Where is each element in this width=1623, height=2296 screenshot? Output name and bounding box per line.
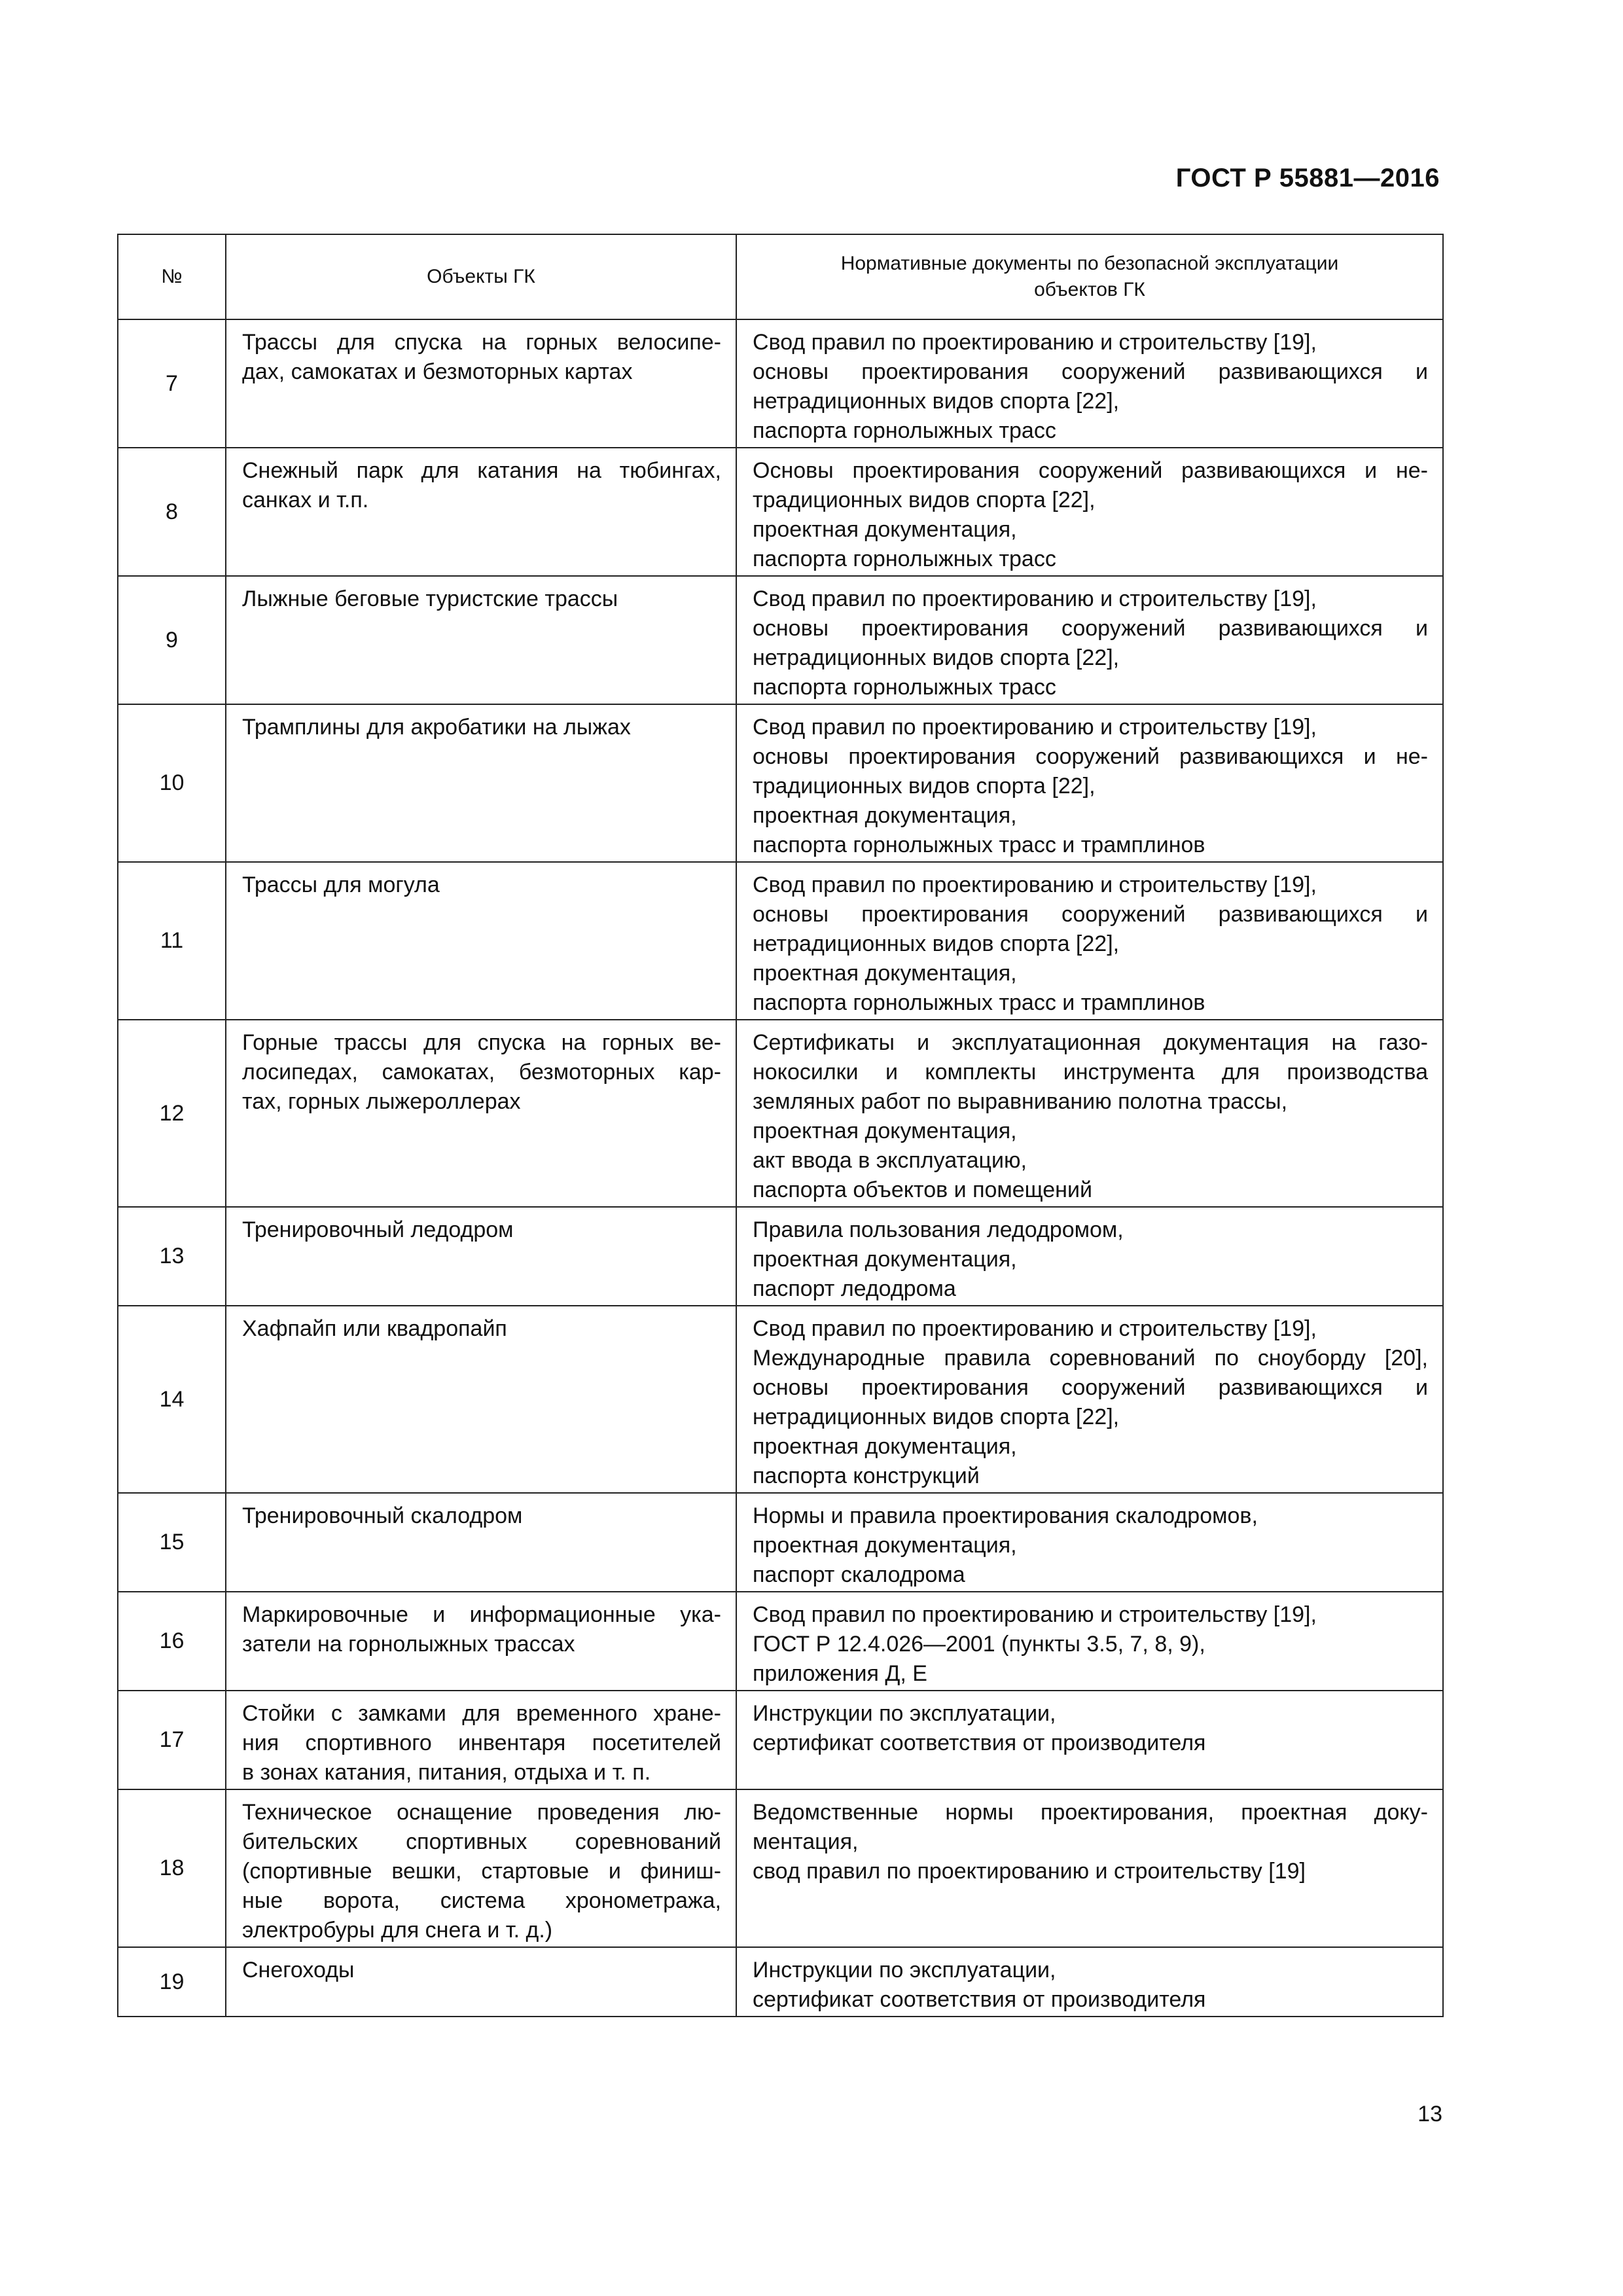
document-line: нетрадиционных видов спорта [22], [753,389,1120,414]
document-line: основы проектирования сооружений развивающихся и [753,1375,1428,1400]
row-number: 18 [118,1789,226,1947]
object-line: затели на горнолыжных трассах [242,1632,575,1657]
object-cell [226,319,736,448]
document-line: проектная документация, [753,1434,1017,1459]
row-number: 19 [118,1947,226,2017]
object-cell [226,1592,736,1691]
row-number: 11 [118,862,226,1020]
document-line: Нормы и правила проектирования скалодромов, [753,1503,1258,1528]
document-line: паспорта горнолыжных трасс и трамплинов [753,990,1205,1015]
row-number: 12 [118,1020,226,1207]
document-line: паспорт ледодрома [753,1276,956,1301]
table-row [118,1020,1443,1207]
document-line: основы проектирования сооружений развивающихся и [753,359,1428,384]
column-header-documents-line: объектов ГК [1034,279,1145,300]
object-cell [226,1020,736,1207]
document-line: ГОСТ Р 12.4.026—2001 (пункты 3.5, 7, 8, 9), [753,1632,1205,1657]
table-row [118,319,1443,448]
document-line: Свод правил по проектированию и строительству [19], [753,715,1317,740]
table-row [118,576,1443,704]
object-line: лосипедах, самокатах, безмоторных кар- [242,1060,721,1085]
documents-cell [736,576,1443,704]
document-line: приложения Д, Е [753,1661,927,1686]
document-line: Правила пользования ледодромом, [753,1217,1124,1242]
document-line: Свод правил по проектированию и строительству [19], [753,586,1317,611]
document-line: проектная документация, [753,1533,1017,1558]
table-row [118,704,1443,862]
object-line: Стойки с замками для временного хране- [242,1701,721,1726]
object-line: электробуры для снега и т. д.) [242,1918,553,1943]
document-line: паспорта горнолыжных трасс и трамплинов [753,833,1205,857]
object-cell [226,1789,736,1947]
document-line: проектная документация, [753,517,1017,542]
object-line: Трамплины для акробатики на лыжах [242,715,631,740]
object-line: дах, самокатах и безмоторных картах [242,359,633,384]
object-cell [226,704,736,862]
document-line: основы проектирования сооружений развивающихся и [753,616,1428,641]
document-line: проектная документация, [753,1119,1017,1143]
document-line: паспорта горнолыжных трасс [753,418,1056,443]
object-line: Снегоходы [242,1958,355,1982]
document-line: Сертификаты и эксплуатационная документация на газо- [753,1030,1428,1055]
object-cell [226,1947,736,2017]
object-cell [226,1207,736,1306]
documents-cell [736,1947,1443,2017]
document-line: Ведомственные нормы проектирования, проектная доку- [753,1800,1428,1825]
row-number: 16 [118,1592,226,1691]
document-line: сертификат соответствия от производителя [753,1731,1206,1755]
document-line: нетрадиционных видов спорта [22], [753,931,1120,956]
document-line: проектная документация, [753,961,1017,986]
document-line: паспорта объектов и помещений [753,1177,1092,1202]
objects-documents-table [117,234,1444,2017]
document-line: проектная документация, [753,803,1017,828]
document-line: сертификат соответствия от производителя [753,1987,1206,2012]
object-line: Трассы для могула [242,872,440,897]
table-row [118,1947,1443,2017]
document-line: Основы проектирования сооружений развивающихся и не- [753,458,1428,483]
page-number: 13 [1418,2102,1442,2126]
row-number: 17 [118,1691,226,1789]
row-number: 15 [118,1493,226,1592]
document-line: нетрадиционных видов спорта [22], [753,1405,1120,1429]
documents-cell [736,704,1443,862]
object-line: (спортивные вешки, стартовые и финиш- [242,1859,721,1884]
documents-cell [736,862,1443,1020]
table-row [118,1493,1443,1592]
document-line: паспорт скалодрома [753,1562,965,1587]
table-row [118,1789,1443,1947]
table-body [118,319,1443,2017]
document-line: основы проектирования сооружений развивающихся и [753,902,1428,927]
document-line: Инструкции по эксплуатации, [753,1958,1056,1982]
document-line: традиционных видов спорта [22], [753,774,1096,798]
object-line: Трассы для спуска на горных велосипе- [242,330,721,355]
table-header [118,234,1443,319]
document-line: свод правил по проектированию и строительству [19] [753,1859,1306,1884]
documents-cell [736,1691,1443,1789]
column-header-objects: Объекты ГК [226,234,736,319]
document-line: Свод правил по проектированию и строительству [19], [753,872,1317,897]
document-line: традиционных видов спорта [22], [753,488,1096,512]
object-line: Лыжные беговые туристские трассы [242,586,618,611]
table-row [118,1691,1443,1789]
documents-cell [736,1592,1443,1691]
object-line: Техническое оснащение проведения лю- [242,1800,721,1825]
column-header-number: № [118,234,226,319]
document-line: Свод правил по проектированию и строительству [19], [753,1316,1317,1341]
documents-cell [736,319,1443,448]
object-line: бительских спортивных соревнований [242,1829,721,1854]
documents-cell [736,1207,1443,1306]
row-number: 7 [118,319,226,448]
document-line: земляных работ по выравниванию полотна трассы, [753,1089,1288,1114]
column-header-documents [736,234,1443,319]
row-number: 9 [118,576,226,704]
documents-cell [736,448,1443,576]
table-row [118,862,1443,1020]
object-line: Горные трассы для спуска на горных ве- [242,1030,721,1055]
object-line: Тренировочный скалодром [242,1503,523,1528]
document-line: Свод правил по проектированию и строительству [19], [753,330,1317,355]
object-cell [226,1691,736,1789]
table-row [118,1207,1443,1306]
object-cell [226,1493,736,1592]
documents-cell [736,1020,1443,1207]
row-number: 13 [118,1207,226,1306]
document-line: проектная документация, [753,1247,1017,1272]
row-number: 8 [118,448,226,576]
object-cell [226,576,736,704]
table-row [118,1306,1443,1493]
column-header-documents-line: Нормативные документы по безопасной эксплуатации [840,253,1339,274]
document-line: паспорта горнолыжных трасс [753,547,1056,571]
document-line: Инструкции по эксплуатации, [753,1701,1056,1726]
object-line: Снежный парк для катания на тюбингах, [242,458,721,483]
table-row [118,1592,1443,1691]
document-line: Свод правил по проектированию и строительству [19], [753,1602,1317,1627]
document-line: ментация, [753,1829,859,1854]
table-row [118,448,1443,576]
object-cell [226,862,736,1020]
documents-cell [736,1789,1443,1947]
object-line: санках и т.п. [242,488,369,512]
document-line: основы проектирования сооружений развивающихся и не- [753,744,1428,769]
object-line: Тренировочный ледодром [242,1217,514,1242]
row-number: 14 [118,1306,226,1493]
document-line: паспорта горнолыжных трасс [753,675,1056,700]
documents-cell [736,1493,1443,1592]
object-line: ния спортивного инвентаря посетителей [242,1731,721,1755]
object-cell [226,1306,736,1493]
object-cell [226,448,736,576]
documents-cell [736,1306,1443,1493]
object-line: Хафпайп или квадропайп [242,1316,507,1341]
object-line: Маркировочные и информационные ука- [242,1602,721,1627]
object-line: в зонах катания, питания, отдыха и т. п. [242,1760,651,1785]
document-line: паспорта конструкций [753,1463,980,1488]
object-line: тах, горных лыжероллерах [242,1089,521,1114]
row-number: 10 [118,704,226,862]
document-line: акт ввода в эксплуатацию, [753,1148,1027,1173]
document-line: нокосилки и комплекты инструмента для производства [753,1060,1428,1085]
document-line: нетрадиционных видов спорта [22], [753,645,1120,670]
table-header-row [118,234,1443,319]
document-line: Международные правила соревнований по сноуборду [20], [753,1346,1428,1371]
document-code: ГОСТ Р 55881—2016 [1175,164,1440,192]
object-line: ные ворота, система хронометража, [242,1888,721,1913]
